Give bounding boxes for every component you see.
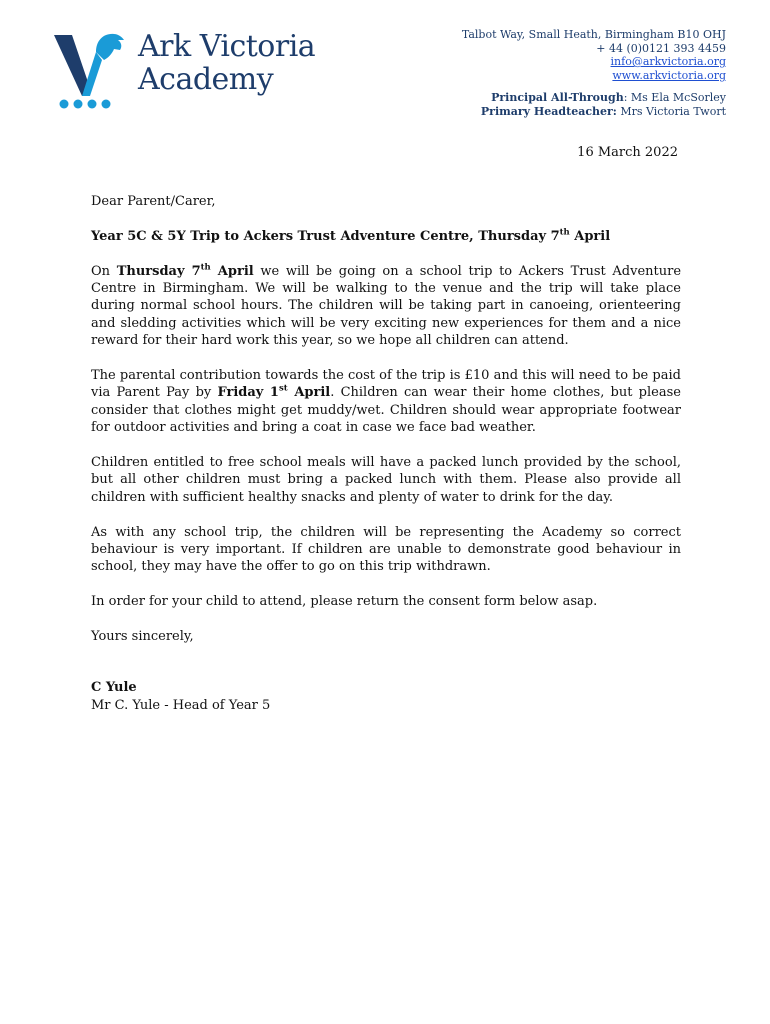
- p2-date: Friday 1: [217, 385, 279, 401]
- p2-month: April: [287, 385, 331, 401]
- letter-date: 16 March 2022: [577, 145, 678, 160]
- school-name: [138, 30, 315, 96]
- logo-v-icon: [52, 30, 132, 112]
- salutation: Dear Parent/Carer,: [91, 194, 216, 209]
- paragraph-1: [91, 263, 681, 350]
- p1-month: April: [210, 263, 254, 279]
- letter-body: [91, 193, 681, 714]
- p1-sup: th: [200, 262, 211, 273]
- title-end: April: [569, 228, 611, 244]
- title-sup: th: [559, 227, 570, 238]
- p1-date: Thursday 7: [116, 263, 201, 279]
- letter-title: [91, 228, 681, 245]
- closing: Yours sincerely,: [91, 629, 194, 645]
- p1-start: On: [91, 263, 117, 279]
- paragraph-5: In order for your child to attend, please return the consent form below asap.: [91, 594, 598, 610]
- address-line: Talbot Way, Small Heath, Birmingham B10 OHJ: [461, 28, 726, 41]
- signature-title: Mr C. Yule - Head of Year 5: [91, 697, 271, 713]
- staff-info: [481, 91, 726, 118]
- paragraph-2: [91, 367, 681, 437]
- school-contact: [462, 28, 726, 82]
- p1-rest: we will be going on a school trip to Ackers Trust Adventure Centre in Birmingham. We will be walking to the venue and the trip will take place during normal school hours. The children will be taking part in canoeing, orienteering and sledding activities which will be very exciting new experiences for them and a nice reward for their hard work this year, so we hope all children can attend.: [91, 263, 682, 349]
- principal-name: : Ms Ela McSorley: [623, 91, 726, 104]
- signature-name: C Yule: [91, 680, 137, 696]
- email-link[interactable]: info@arkvictoria.org: [610, 55, 726, 68]
- p2-rest: . Children can wear their home clothes, but please consider that clothes might get muddy/wet. Children should wear appropriate footwear for outdoor activities and bring a coat in case we face bad weather.: [91, 385, 681, 436]
- head-label: Primary Headteacher:: [480, 104, 617, 118]
- p2-sup: st: [278, 384, 288, 395]
- head-name: Mrs Victoria Twort: [616, 104, 726, 118]
- website-link[interactable]: www.arkvictoria.org: [612, 68, 726, 82]
- school-name-line1: Ark Victoria: [138, 29, 316, 64]
- phone-line: + 44 (0)0121 393 4459: [596, 41, 726, 55]
- paragraph-3: Children entitled to free school meals will have a packed lunch provided by the school, but all other children must bring a packed lunch with them. Please also provide all children with sufficient healthy snacks and plenty of water to drink for the day.: [91, 455, 681, 505]
- title-text: Year 5C & 5Y Trip to Ackers Trust Adventure Centre, Thursday 7: [91, 228, 560, 244]
- school-logo: [52, 30, 332, 112]
- paragraph-4: As with any school trip, the children will be representing the Academy so correct behaviour is very important. If children are unable to demonstrate good behaviour in school, they may have the offer to go on this trip withdrawn.: [91, 524, 681, 575]
- principal-label: Principal All-Through: [491, 91, 624, 104]
- school-name-line2: Academy: [138, 62, 274, 97]
- p2-start: The parental contribution towards the cost of the trip is £10 and this will need to be paid via Parent Pay by: [91, 368, 681, 401]
